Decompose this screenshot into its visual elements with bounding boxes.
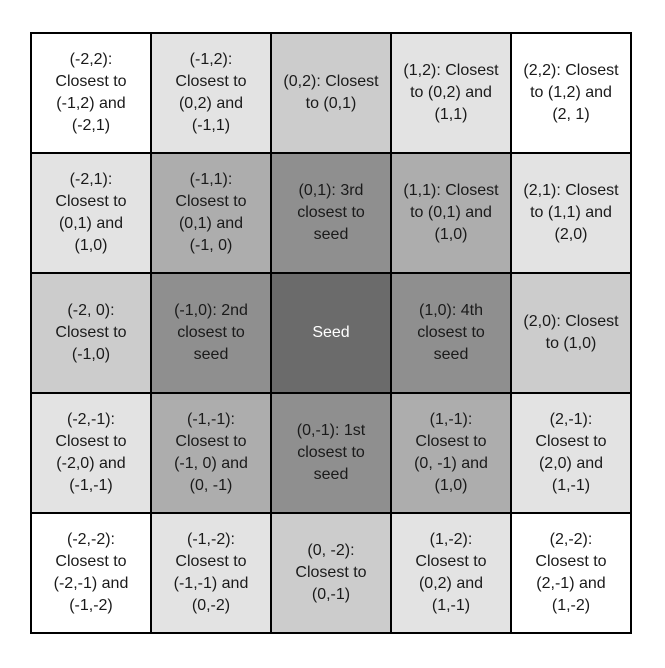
cell-label: (-2,1): Closest to (0,1) and (1,0) xyxy=(55,171,127,254)
cell-label: (0, -2): Closest to (0,-1) xyxy=(295,542,367,603)
cell-label: (-2,-2): Closest to (-2,-1) and (-1,-2) xyxy=(53,531,129,614)
cell-label: (2,-1): Closest to (2,0) and (1,-1) xyxy=(535,411,607,494)
cell-label: (-2,-1): Closest to (-2,0) and (-1,-1) xyxy=(55,411,127,494)
cell-r4-c3 xyxy=(392,514,512,634)
cell-r2-c0 xyxy=(32,274,152,394)
cell-r4-c1 xyxy=(152,514,272,634)
cell-r4-c2 xyxy=(272,514,392,634)
cell-r1-c0 xyxy=(32,154,152,274)
cell-label: (2,2): Closest to (1,2) and (2, 1) xyxy=(523,62,619,123)
cell-r0-c0 xyxy=(32,34,152,154)
cell-label: (-2, 0): Closest to (-1,0) xyxy=(55,302,127,363)
cell-label: (2,1): Closest to (1,1) and (2,0) xyxy=(523,182,619,243)
voronoi-grid xyxy=(30,32,632,634)
cell-label: (1,-1): Closest to (0, -1) and (1,0) xyxy=(414,411,488,494)
cell-label: (1,1): Closest to (0,1) and (1,0) xyxy=(403,182,499,243)
cell-r4-c4 xyxy=(512,514,632,634)
cell-r0-c4 xyxy=(512,34,632,154)
cell-r3-c3 xyxy=(392,394,512,514)
cell-r0-c2 xyxy=(272,34,392,154)
cell-r1-c4 xyxy=(512,154,632,274)
cell-label: (0,-1): 1st closest to seed xyxy=(296,422,366,483)
cell-r2-c4 xyxy=(512,274,632,394)
seed-cell xyxy=(272,274,392,394)
cell-label: (-1,-2): Closest to (-1,-1) and (0,-2) xyxy=(173,531,249,614)
cell-r1-c1 xyxy=(152,154,272,274)
cell-label: (-1,1): Closest to (0,1) and (-1, 0) xyxy=(175,171,247,254)
cell-label: (0,2): Closest to (0,1) xyxy=(283,73,379,112)
seed-label: Seed xyxy=(312,324,350,341)
cell-label: (1,-2): Closest to (0,2) and (1,-1) xyxy=(415,531,487,614)
cell-r2-c1 xyxy=(152,274,272,394)
cell-r2-c3 xyxy=(392,274,512,394)
cell-r4-c0 xyxy=(32,514,152,634)
cell-r3-c0 xyxy=(32,394,152,514)
cell-label: (-1,-1): Closest to (-1, 0) and (0, -1) xyxy=(174,411,248,494)
cell-r3-c4 xyxy=(512,394,632,514)
cell-r1-c2 xyxy=(272,154,392,274)
cell-r3-c2 xyxy=(272,394,392,514)
cell-label: (2,0): Closest to (1,0) xyxy=(523,313,619,352)
cell-r0-c3 xyxy=(392,34,512,154)
cell-label: (0,1): 3rd closest to seed xyxy=(297,182,365,243)
cell-r0-c1 xyxy=(152,34,272,154)
cell-label: (1,0): 4th closest to seed xyxy=(417,302,485,363)
cell-r1-c3 xyxy=(392,154,512,274)
cell-label: (2,-2): Closest to (2,-1) and (1,-2) xyxy=(535,531,607,614)
cell-label: (-1,2): Closest to (0,2) and (-1,1) xyxy=(175,51,247,134)
cell-r3-c1 xyxy=(152,394,272,514)
cell-label: (1,2): Closest to (0,2) and (1,1) xyxy=(403,62,499,123)
cell-label: (-2,2): Closest to (-1,2) and (-2,1) xyxy=(55,51,127,134)
cell-label: (-1,0): 2nd closest to seed xyxy=(174,302,248,363)
